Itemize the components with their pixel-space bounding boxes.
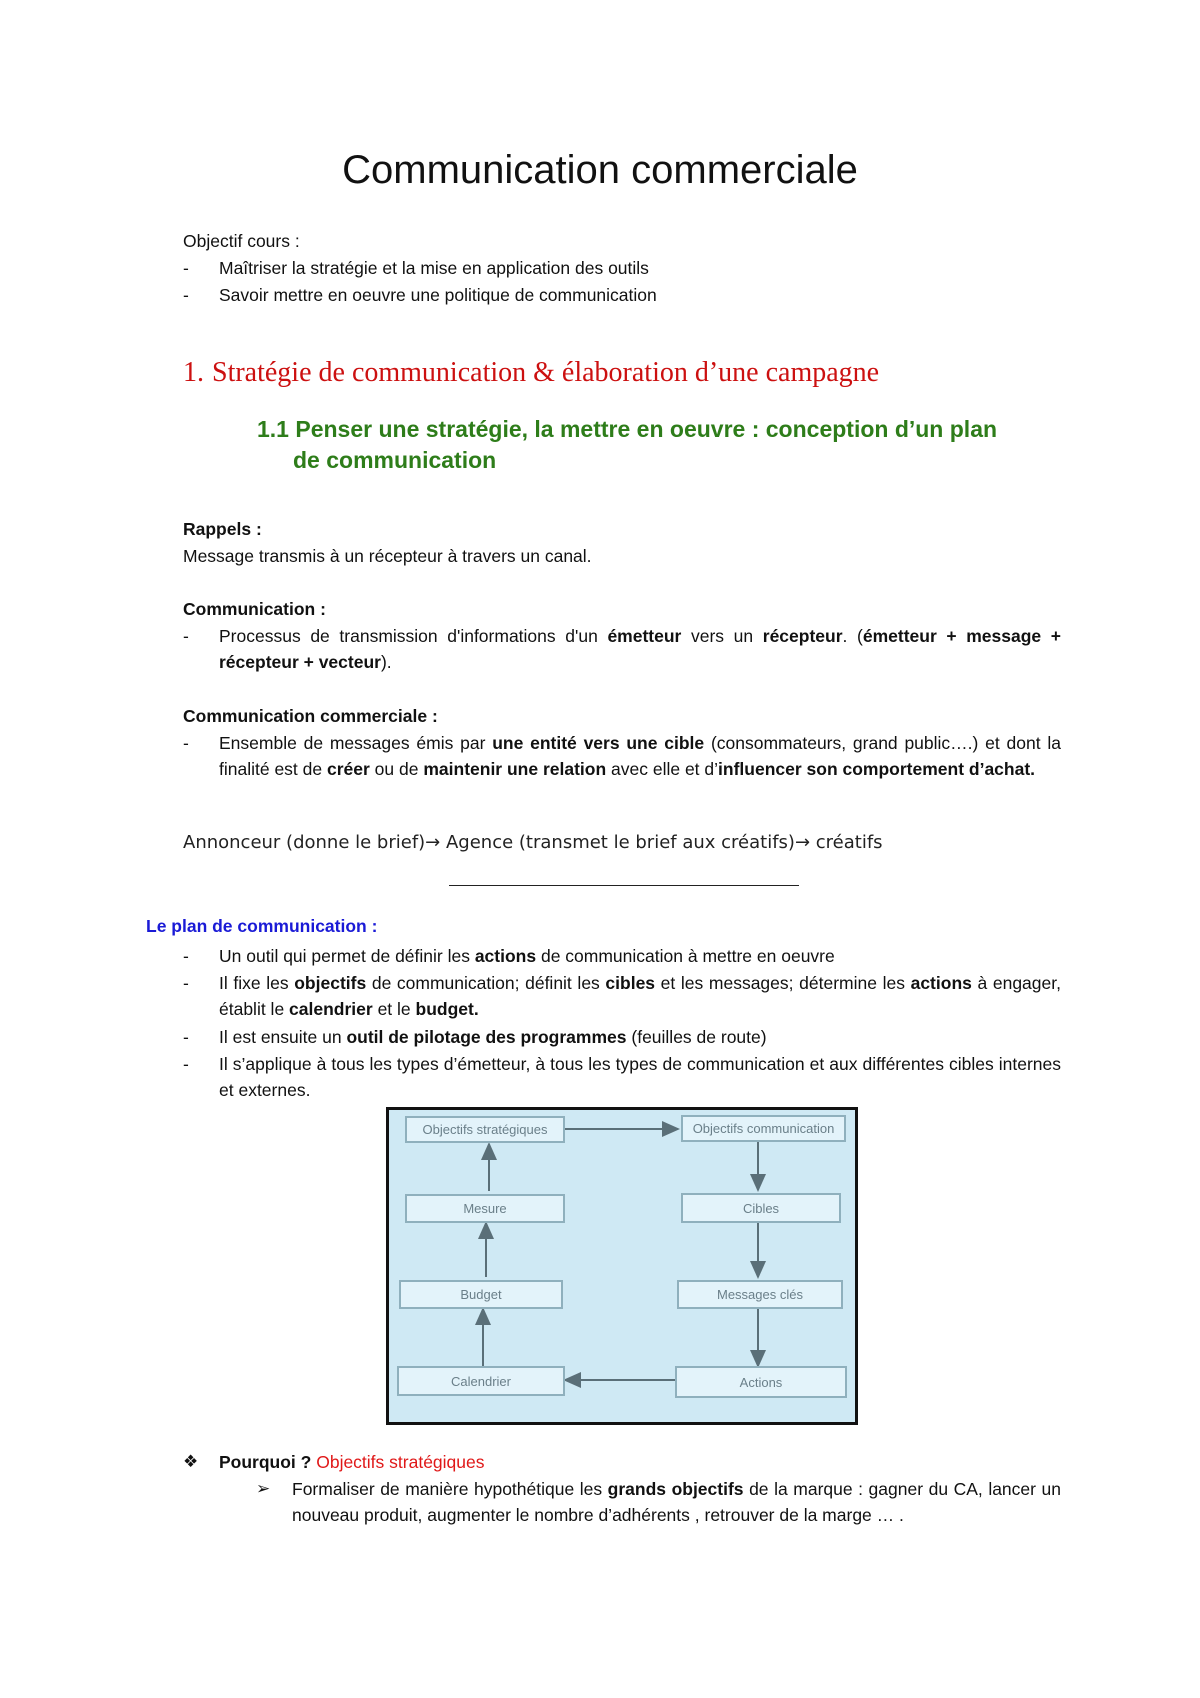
section-1-1-line2: de communication (293, 447, 497, 473)
box-cibles: Cibles (681, 1193, 841, 1223)
section-1-1-heading (257, 414, 1057, 476)
agency-flow-line: Annonceur (donne le brief)→ Agence (transmet le brief aux créatifs)→ créatifs (183, 832, 883, 853)
dash-bullet: - (183, 258, 189, 278)
section-number: 1. (183, 357, 204, 388)
box-messages-cles: Messages clés (677, 1280, 843, 1309)
box-actions: Actions (675, 1366, 847, 1398)
dash-bullet: - (183, 1054, 189, 1074)
plan-item-2: Il fixe les objectifs de communication; définit les cibles et les messages; détermine les actions à engager, établit le calendrier et le budget. (219, 973, 1061, 1019)
dash-bullet: - (183, 946, 189, 966)
diamond-bullet-icon: ❖ (183, 1452, 199, 1471)
pourquoi-line: Pourquoi ? Objectifs stratégiques (219, 1452, 485, 1472)
box-calendrier: Calendrier (397, 1366, 565, 1396)
box-budget: Budget (399, 1280, 563, 1309)
plan-item-3: Il est ensuite un outil de pilotage des programmes (feuilles de route) (219, 1027, 767, 1047)
rappels-text: Message transmis à un récepteur à travers un canal. (183, 546, 592, 566)
plan-heading: Le plan de communication : (146, 916, 378, 936)
plan-item-4: Il s’applique à tous les types d’émetteur, à tous les types de communication et aux différentes cibles internes et externes. (219, 1054, 1061, 1100)
box-objectifs-strategiques: Objectifs stratégiques (405, 1116, 565, 1143)
separator-line (449, 885, 799, 886)
plan-item-1: Un outil qui permet de définir les actions de communication à mettre en oeuvre (219, 946, 835, 966)
section-1-heading (183, 357, 879, 389)
pourquoi-subitem: Formaliser de manière hypothétique les grands objectifs de la marque : gagner du CA, lancer un nouveau produit, augmenter le nombre d’adhérents , retrouver de la marge … . (292, 1479, 1061, 1525)
comcom-label: Communication commerciale : (183, 706, 438, 726)
dash-bullet: - (183, 626, 189, 646)
plan-diagram (386, 1107, 858, 1425)
dash-bullet: - (183, 973, 189, 993)
box-mesure: Mesure (405, 1194, 565, 1223)
dash-bullet: - (183, 733, 189, 753)
communication-definition: Processus de transmission d'informations d'un émetteur vers un récepteur. (émetteur + message + récepteur + vecteur). (219, 626, 1061, 672)
rappels-label: Rappels : (183, 519, 262, 539)
section-title: Stratégie de communication & élaboration d’une campagne (212, 357, 880, 388)
document-title: Communication commerciale (342, 148, 858, 192)
box-objectifs-communication: Objectifs communication (681, 1115, 846, 1142)
section-1-1-line1: 1.1 Penser une stratégie, la mettre en oeuvre : conception d’un plan (257, 416, 998, 442)
communication-label: Communication : (183, 599, 326, 619)
objectif-item: Savoir mettre en oeuvre une politique de communication (219, 285, 657, 305)
arrow-bullet-icon: ➢ (256, 1479, 271, 1498)
objectif-label: Objectif cours : (183, 231, 300, 251)
comcom-definition: Ensemble de messages émis par une entité vers une cible (consommateurs, grand public….) et dont la finalité est de créer ou de maintenir une relation avec elle et d’influencer son comportement d’achat. (219, 733, 1062, 779)
objectif-item: Maîtriser la stratégie et la mise en application des outils (219, 258, 649, 278)
dash-bullet: - (183, 285, 189, 305)
dash-bullet: - (183, 1027, 189, 1047)
